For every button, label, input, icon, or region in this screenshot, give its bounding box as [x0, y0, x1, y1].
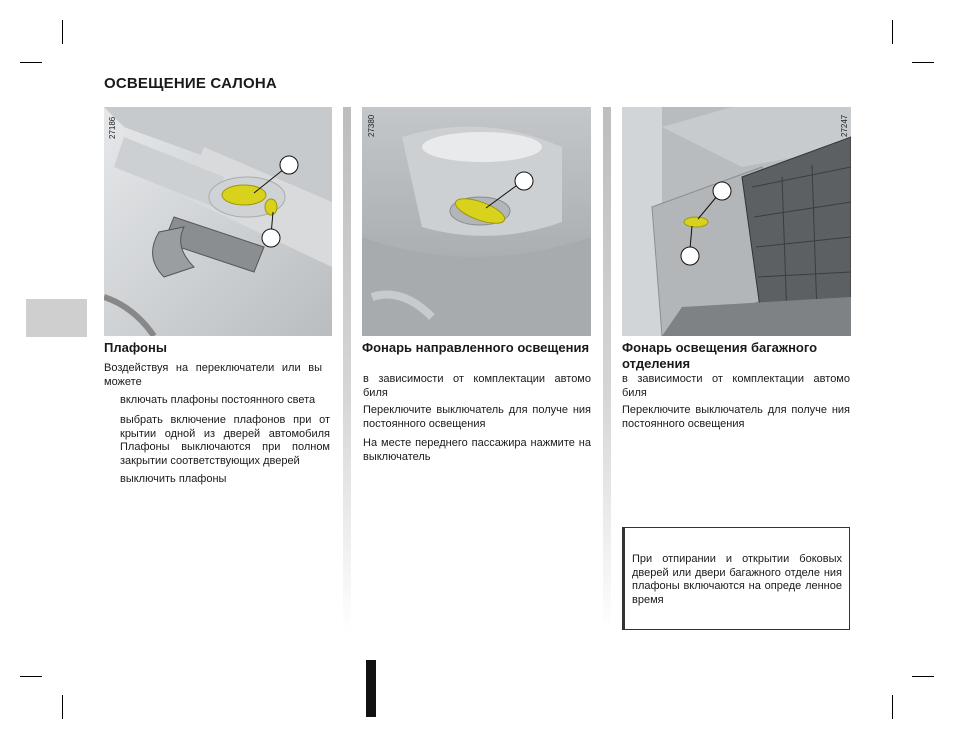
paragraph: На месте переднего пассажира нажмите на выключатель [363, 437, 591, 463]
figure-code: 27186 [108, 116, 117, 139]
crop-mark [62, 695, 63, 719]
callout-circle [713, 182, 731, 200]
crop-mark [20, 62, 42, 63]
crop-mark [20, 676, 42, 677]
paragraph: в зависимости от комплектации автомо биля [622, 373, 850, 399]
ceiling-lights-illustration [104, 107, 332, 336]
paragraph: Воздействуя на переключатели или вы можете [104, 362, 322, 388]
callout-circle [681, 247, 699, 265]
figure-boot-light [622, 107, 851, 336]
boot-light-illustration [622, 107, 851, 336]
column-separator [343, 107, 351, 632]
section-title: Фонарь направленного освещения [362, 340, 590, 355]
section-title: Плафоны [104, 340, 167, 355]
crop-mark [912, 676, 934, 677]
section-tab [26, 299, 87, 337]
callout-circle [262, 229, 280, 247]
paragraph: Переключите выключатель для получе ния постоянного освещения [622, 404, 850, 430]
paragraph: включать плафоны постоянного света [120, 394, 316, 406]
figure-code: 27247 [840, 114, 849, 137]
callout-circle [280, 156, 298, 174]
paragraph: выключить плафоны [120, 473, 227, 485]
figure-directional-light [362, 107, 591, 336]
callout-circle [515, 172, 533, 190]
paragraph: выбрать включение плафонов при от крытии одной из дверей автомобиля Плафоны выключаются при полном закрытии соответствующих дверей [120, 414, 330, 467]
note-box [622, 527, 850, 630]
note-text: При отпирании и открытии боковых дверей или двери багажного отделе ния плафоны включаются на опреде ленное время [632, 553, 842, 606]
crop-mark [892, 695, 893, 719]
figure-ceiling-lights [104, 107, 332, 336]
page-title: ОСВЕЩЕНИЕ САЛОНА [104, 75, 277, 92]
crop-mark [912, 62, 934, 63]
crop-mark [892, 20, 893, 44]
crop-mark [62, 20, 63, 44]
paragraph: в зависимости от комплектации автомо биля [363, 373, 591, 399]
paragraph: Переключите выключатель для получе ния постоянного освещения [363, 404, 591, 430]
page-marker [366, 660, 376, 717]
figure-code: 27380 [367, 114, 376, 137]
column-separator [603, 107, 611, 632]
note-box-accent [623, 528, 625, 629]
section-title: Фонарь освещения багажного отделения [622, 340, 818, 371]
directional-light-illustration [362, 107, 591, 336]
